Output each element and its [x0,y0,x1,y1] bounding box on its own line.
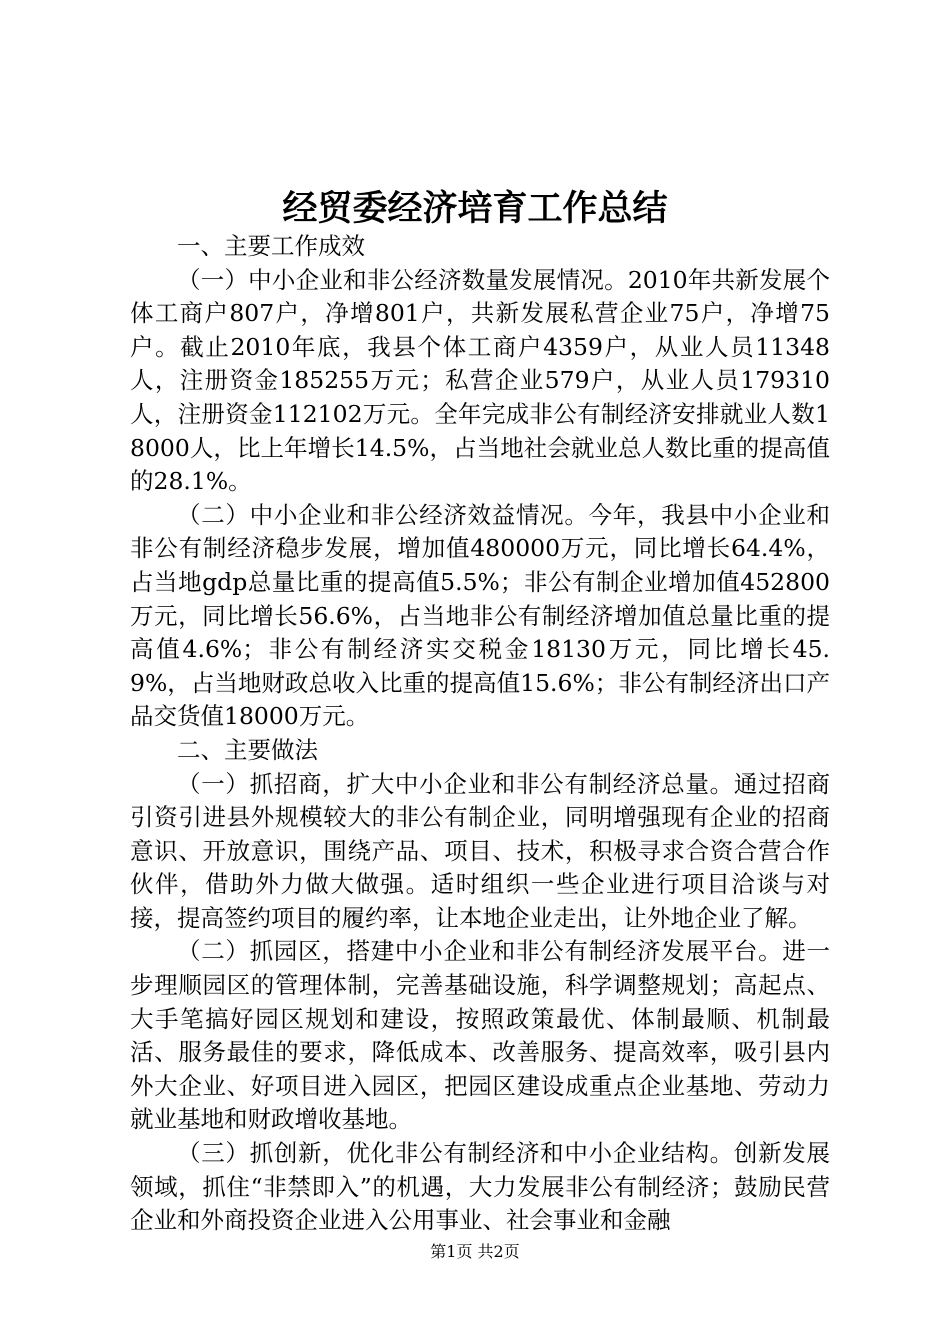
paragraph: （一）中小企业和非公经济数量发展情况。2010年共新发展个体工商户807户，净增801户，共新发展私营企业75户，净增75户。截止2010年底，我县个体工商户4359户，从业人员11348人，注册资金185255万元；私营企业579户，从业人员179310人，注册资金112102万元。全年完成非公有制经济安排就业人数18000人，比上年增长14.5%，占当地社会就业总人数比重的提高值的28.1%。 [130,265,830,496]
section-heading: 二、主要做法 [177,735,318,764]
paragraph: （一）抓招商，扩大中小企业和非公有制经济总量。通过招商引资引进县外规模较大的非公有制企业，同明增强现有企业的招商意识、开放意识，围绕产品、项目、技术，积极寻求合资合营合作伙伴，借助外力做大做强。适时组织一些企业进行项目洽谈与对接，提高签约项目的履约率，让本地企业走出，让外地企业了解。 [130,769,830,932]
document-title: 经贸委经济培育工作总结 [282,188,668,229]
document-body [130,230,830,1238]
paragraph: （二）抓园区，搭建中小企业和非公有制经济发展平台。进一步理顺园区的管理体制，完善基础设施，科学调整规划；高起点、大手笔搞好园区规划和建设，按照政策最优、体制最顺、机制最活、服务最佳的要求，降低成本、改善服务、提高效率，吸引县内外大企业、好项目进入园区，把园区建设成重点企业基地、劳动力就业基地和财政增收基地。 [130,937,830,1134]
paragraph: （三）抓创新，优化非公有制经济和中小企业结构。创新发展领域，抓住“非禁即入”的机遇，大力发展非公有制经济；鼓励民营企业和外商投资企业进入公用事业、社会事业和金融 [130,1139,830,1235]
paragraph: （二）中小企业和非公经济效益情况。今年，我县中小企业和非公有制经济稳步发展，增加值480000万元，同比增长64.4%，占当地gdp总量比重的提高值5.5%；非公有制企业增加值452800万元，同比增长56.6%，占当地非公有制经济增加值总量比重的提高值4.6%；非公有制经济实交税金18130万元，同比增长45.9%，占当地财政总收入比重的提高值15.6%；非公有制经济出口产品交货值18000万元。 [130,500,830,731]
section-heading: 一、主要工作成效 [177,232,365,260]
page-number-footer: 第1页 共2页 [430,1242,520,1261]
